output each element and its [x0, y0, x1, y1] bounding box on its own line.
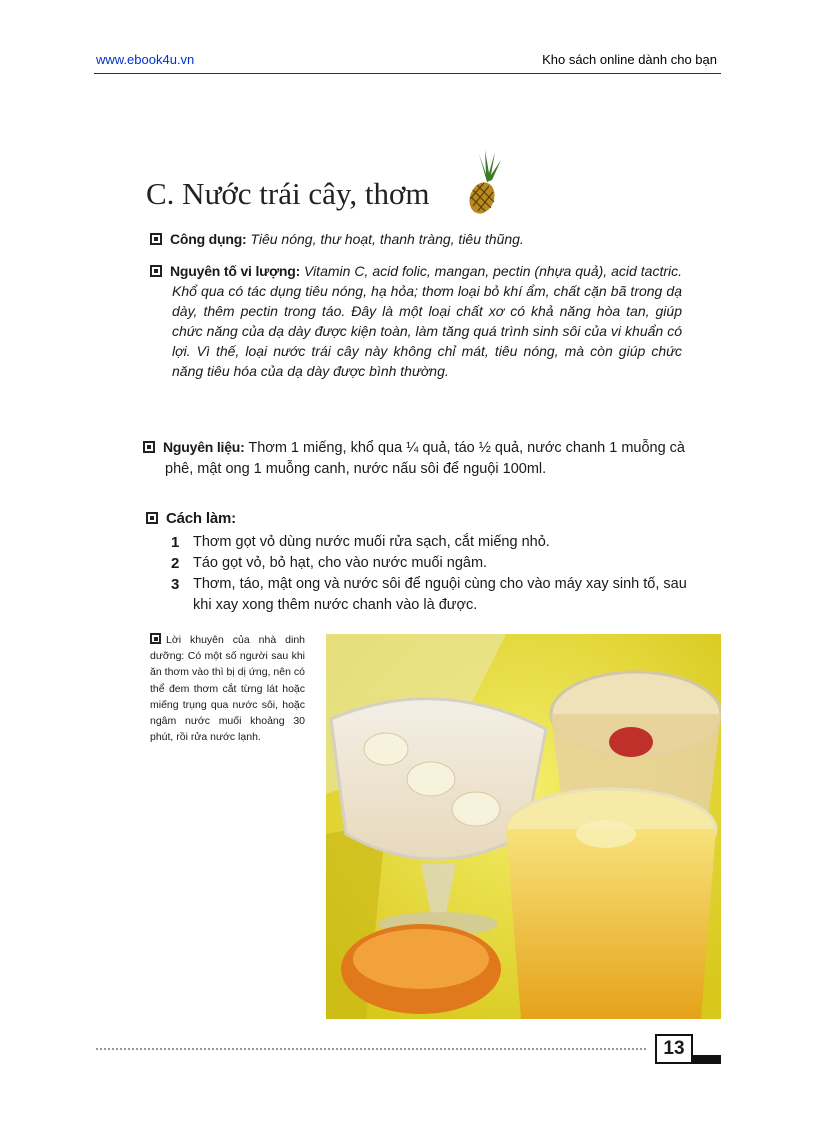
list-item: [171, 532, 691, 553]
section-cong-dung: [150, 229, 690, 249]
vi-luong-label: Nguyên tố vi lượng:: [170, 263, 301, 279]
list-item: [171, 574, 691, 616]
smoothie-photo: [326, 634, 721, 1019]
square-bullet-icon: [146, 512, 158, 524]
square-bullet-icon: [150, 233, 162, 245]
nguyen-lieu-text: Thơm 1 miếng, khổ qua ¼ quả, táo ½ quả, nước chanh 1 muỗng cà phê, mật ong 1 muỗng canh, nước nấu sôi để nguội 100ml.: [165, 440, 685, 477]
list-item: [171, 553, 691, 574]
step-text: Táo gọt vỏ, bỏ hạt, cho vào nước muối ngâm.: [193, 555, 488, 571]
section-cach-lam-heading: [146, 508, 236, 529]
nutrition-advice: [150, 632, 305, 745]
square-bullet-icon: [143, 441, 155, 453]
cach-lam-label: Cách làm:: [166, 510, 236, 527]
pineapple-icon: [465, 148, 505, 216]
page-number-bar: [693, 1055, 721, 1064]
section-vi-luong: [150, 261, 682, 381]
advice-text: Lời khuyên của nhà dinh dưỡng: Có một số người sau khi ăn thơm vào thì bị dị ứng, nên có thể đem thơm cắt từng lát hoặc miếng trụng qua nước sôi, hoặc ngâm nước muối khoảng 30 phút, rồi rửa nước lạnh.: [150, 634, 305, 744]
header-site-link[interactable]: www.ebook4u.vn: [96, 52, 195, 67]
cach-lam-steps: [171, 532, 691, 616]
step-number: 3: [171, 576, 180, 593]
square-bullet-icon: [150, 633, 161, 644]
page-number: 13: [655, 1034, 693, 1064]
cong-dung-text: Tiêu nóng, thư hoạt, thanh tràng, tiêu thũng.: [250, 231, 524, 247]
step-number: 1: [171, 534, 180, 551]
header-divider: [94, 73, 721, 74]
vi-luong-text: Vitamin C, acid folic, mangan, pectin (nhựa quả), acid tactric. Khổ qua có tác dụng tiêu nóng, hạ hỏa; thơm loại bỏ khí ẩm, chất cặn bã trong dạ dày, thêm pectin trong táo. Đây là một loại chất xơ có khả năng hòa tan, giúp chức năng của dạ dày được kiện toàn, làm tăng quá trình sinh sôi của vi khuẩn có lợi. Vì thế, loại nước trái cây này không chỉ mát, tiêu nóng, mà còn giúp chức năng tiêu hóa của dạ dày được bình thường.: [172, 263, 682, 379]
step-number: 2: [171, 555, 180, 572]
step-text: Thơm, táo, mật ong và nước sôi để nguội cùng cho vào máy xay sinh tố, sau khi xay xong thêm nước chanh vào là được.: [193, 576, 687, 613]
cong-dung-label: Công dụng:: [170, 231, 247, 247]
section-nguyen-lieu: [143, 437, 685, 480]
footer-dotted-rule: [96, 1048, 646, 1050]
nguyen-lieu-label: Nguyên liệu:: [163, 439, 245, 455]
header-tagline: Kho sách online dành cho bạn: [542, 52, 717, 67]
step-text: Thơm gọt vỏ dùng nước muối rửa sạch, cắt miếng nhỏ.: [193, 534, 550, 550]
square-bullet-icon: [150, 265, 162, 277]
smoothie-illustration: [326, 634, 721, 1019]
page-title: C. Nước trái cây, thơm: [146, 176, 430, 211]
